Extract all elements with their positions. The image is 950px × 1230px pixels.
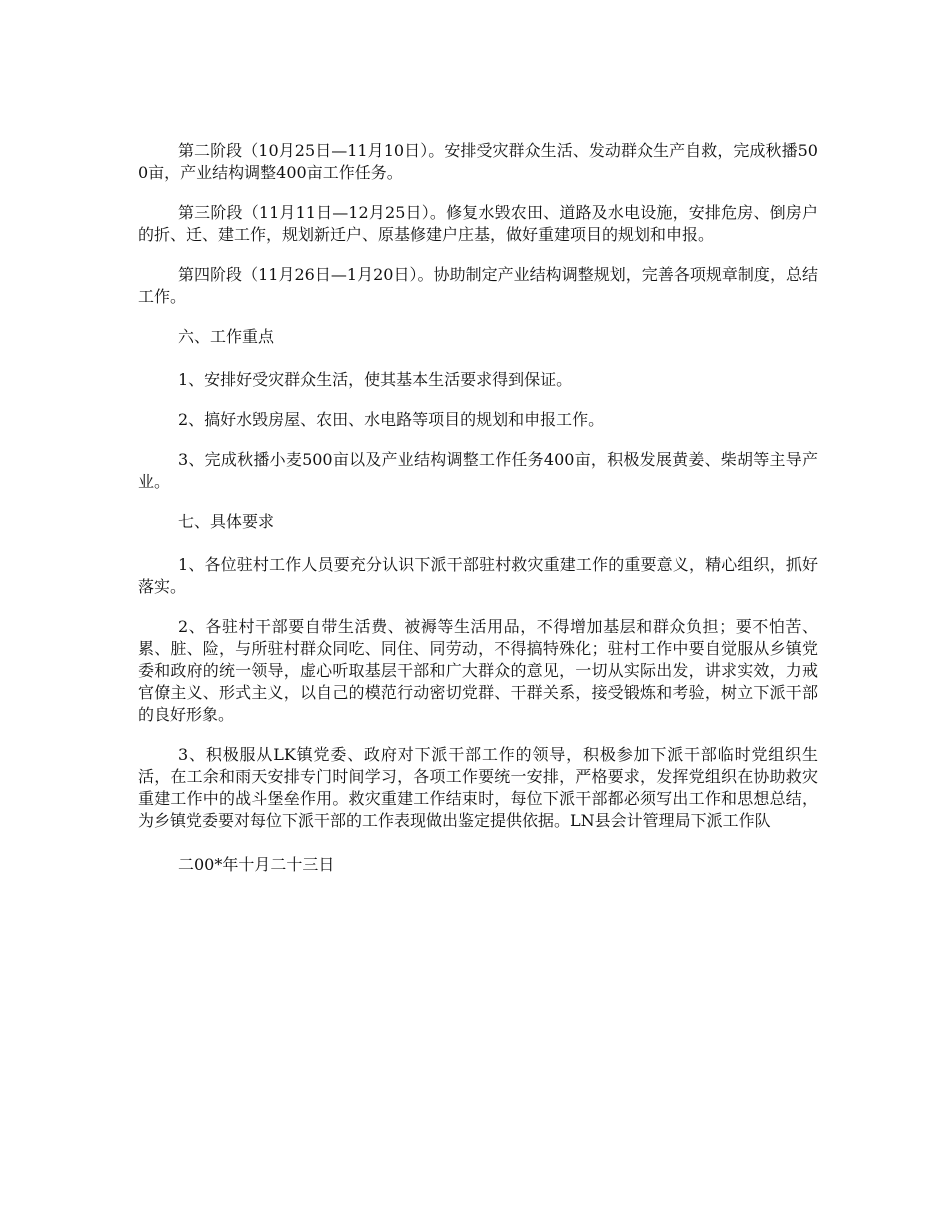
requirement-item-1: 1、各位驻村工作人员要充分认识下派干部驻村救灾重建工作的重要意义，精心组织，抓好落实。 bbox=[138, 555, 818, 596]
section-heading-requirements: 七、具体要求 bbox=[178, 512, 275, 531]
focus-item-1: 1、安排好受灾群众生活，使其基本生活要求得到保证。 bbox=[178, 370, 573, 389]
requirement-item-3: 3、积极服从LK镇党委、政府对下派干部工作的领导，积极参加下派干部临时党组织生活，在工余和雨天安排专门时间学习，各项工作要统一安排，严格要求，发挥党组织在协助救灾重建工作中的战斗堡垒作用。救灾重建工作结束时，每位下派干部都必须写出工作和思想总结，为乡镇党委要对每位下派干部的工作表现做出鉴定提供依据。LN县会计管理局下派工作队 bbox=[138, 745, 818, 830]
paragraph-stage-two: 第二阶段（10月25日—11月10日）。安排受灾群众生活、发动群众生产自救，完成秋播500亩，产业结构调整400亩工作任务。 bbox=[138, 141, 818, 182]
document-body bbox=[138, 140, 818, 894]
focus-item-3: 3、完成秋播小麦500亩以及产业结构调整工作任务400亩，积极发展黄姜、柴胡等主导产业。 bbox=[138, 450, 818, 491]
paragraph-stage-three: 第三阶段（11月11日—12月25日）。修复水毁农田、道路及水电设施，安排危房、倒房户的折、迁、建工作，规划新迁户、原基修建户庄基，做好重建项目的规划和申报。 bbox=[138, 203, 818, 244]
section-heading-work-focus: 六、工作重点 bbox=[178, 327, 275, 346]
document-date: 二00*年十月二十三日 bbox=[178, 855, 335, 874]
paragraph-stage-four: 第四阶段（11月26日—1月20日）。协助制定产业结构调整规划，完善各项规章制度，总结工作。 bbox=[138, 265, 818, 306]
requirement-item-2: 2、各驻村干部要自带生活费、被褥等生活用品，不得增加基层和群众负担；要不怕苦、累、脏、险，与所驻村群众同吃、同住、同劳动，不得搞特殊化；驻村工作中要自觉服从乡镇党委和政府的统一领导，虚心听取基层干部和广大群众的意见，一切从实际出发，讲求实效，力戒官僚主义、形式主义，以自己的模范行动密切党群、干群关系，接受锻炼和考验，树立下派干部的良好形象。 bbox=[138, 617, 818, 724]
focus-item-2: 2、搞好水毁房屋、农田、水电路等项目的规划和申报工作。 bbox=[178, 410, 605, 429]
